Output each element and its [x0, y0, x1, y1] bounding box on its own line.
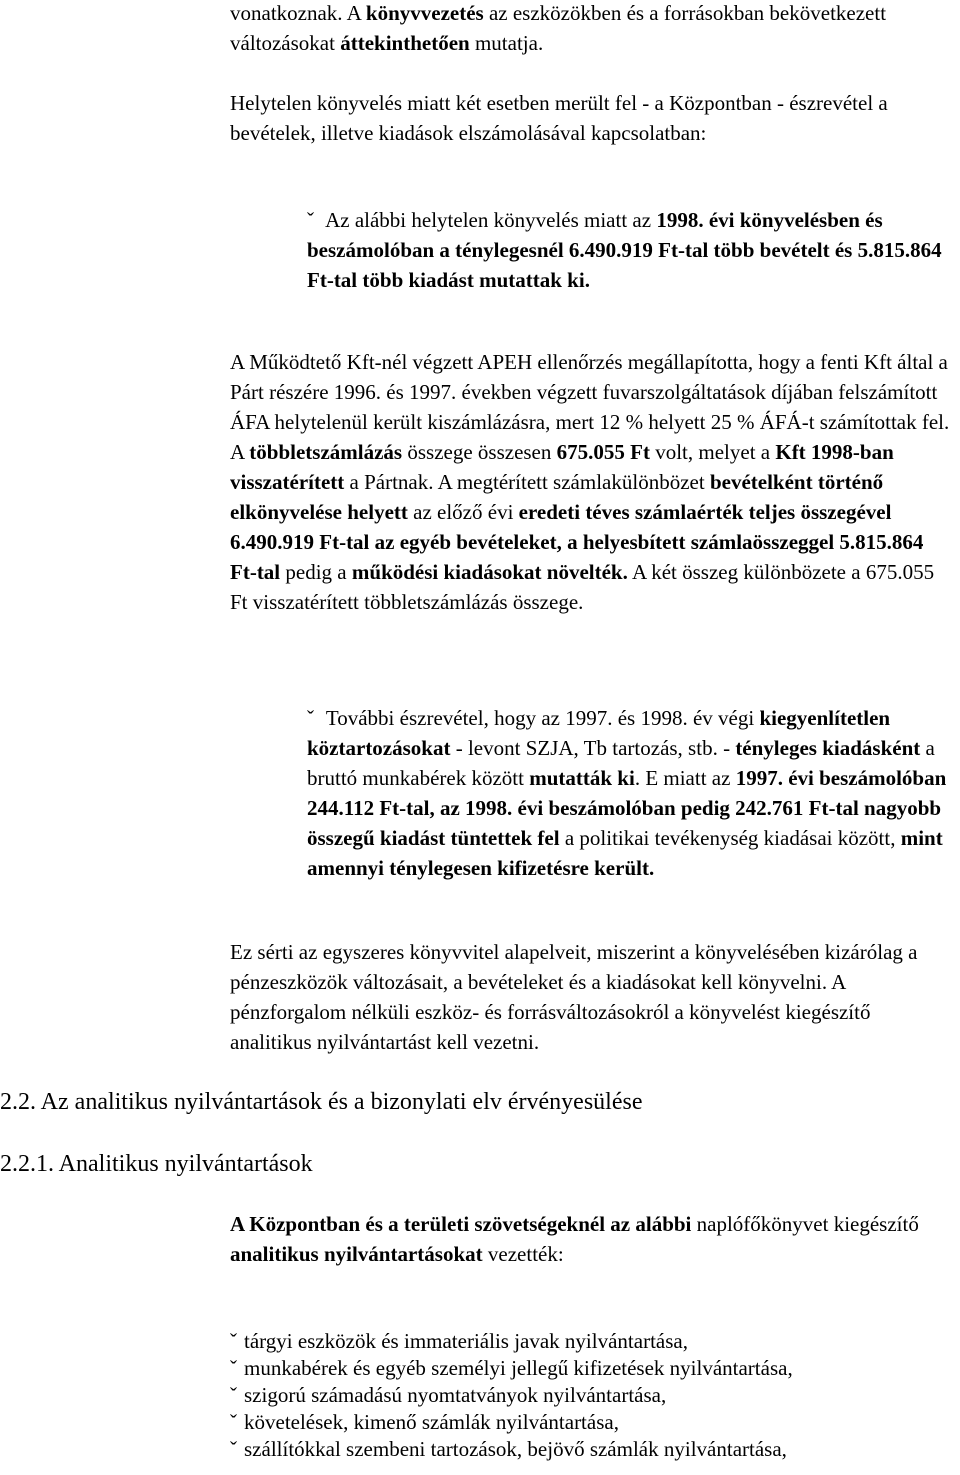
bullet-mark: ˇ [230, 1383, 237, 1407]
list-item: ˇ szigorú számadású nyomtatványok nyilvántartása, [230, 1383, 667, 1407]
bullet-item: ˇ Az alábbi helytelen könyvelés miatt az 1998. évi könyvelésben és beszámolóban a ténylegesnél 6.490.919 Ft-tal több bevételt és 5.815.864 Ft-tal több kiadást mutattak ki. [307, 205, 947, 295]
bullet-mark: ˇ [230, 1329, 237, 1353]
intro-paragraph: vonatkoznak. A könyvvezetés az eszközökben és a forrásokban bekövetkezett változásokat áttekinthetően mutatja. [230, 1, 887, 55]
bullet-item: ˇ További észrevétel, hogy az 1997. és 1998. év végi kiegyenlítetlen köztartozásokat - levont SZJA, Tb tartozás, stb. - tényleges kiadásként a bruttó munkabérek között mutatták ki. E miatt az 1997. évi beszámolóban 244.112 Ft-tal, az 1998. évi beszámolóban pedig 242.761 Ft-tal nagyobb összegű kiadást tüntettek fel a politikai tevékenység kiadásai között, mint amennyi ténylegesen kifizetésre került. [307, 703, 947, 883]
bullet-mark: ˇ [230, 1410, 237, 1434]
list-item: ˇ munkabérek és egyéb személyi jellegű kifizetések nyilvántartása, [230, 1356, 793, 1380]
list-item: ˇ szállítókkal szembeni tartozások, bejövő számlák nyilvántartása, [230, 1437, 787, 1461]
section-heading: 2.2. Az analitikus nyilvántartások és a bizonylati elv érvényesülése [0, 1089, 643, 1115]
bullet-mark: ˇ [307, 706, 314, 730]
list-item: ˇ tárgyi eszközök és immateriális javak nyilvántartása, [230, 1329, 688, 1353]
bullet-mark: ˇ [230, 1356, 237, 1380]
list-item: ˇ követelések, kimenő számlák nyilvántartása, [230, 1410, 619, 1434]
bullet-mark: ˇ [230, 1437, 237, 1461]
records-list [230, 1328, 950, 1463]
finding-paragraph: Helytelen könyvelés miatt két esetben merült fel - a Központban - észrevétel a bevételek, illetve kiadások elszámolásával kapcsolatban: [230, 91, 888, 145]
subsection-heading: 2.2.1. Analitikus nyilvántartások [0, 1151, 313, 1177]
records-intro-paragraph: A Központban és a területi szövetségeknél az alábbi naplófőkönyvet kiegészítő analitikus nyilvántartásokat vezették: [230, 1212, 919, 1266]
apeh-paragraph: A Működtető Kft-nél végzett APEH ellenőrzés megállapította, hogy a fenti Kft által a Párt részére 1996. és 1997. években végzett fuvarszolgáltatások díjában felszámított ÁFA helytelenül került kiszámlázásra, mert 12 % helyett 25 % ÁFÁ-t számítottak fel. A többletszámlázás összege összesen 675.055 Ft volt, melyet a Kft 1998-ban visszatérített a Pártnak. A megtérített számlakülönbözet bevételként történő elkönyvelése helyett az előző évi eredeti téves számlaérték teljes összegével 6.490.919 Ft-tal az egyéb bevételeket, a helyesbített számlaösszeggel 5.815.864 Ft-tal pedig a működési kiadásokat növelték. A két összeg különbözete a 675.055 Ft visszatérített többletszámlázás összege. [230, 350, 950, 614]
accounting-principles-paragraph: Ez sérti az egyszeres könyvvitel alapelveit, miszerint a könyvelésében kizárólag a pénzeszközök változásait, a bevételeket és a kiadásokat kell könyvelni. A pénzforgalom nélküli eszköz- és forrásváltozásokról a könyvelést kiegészítő analitikus nyilvántartást kell vezetni. [230, 940, 918, 1054]
bullet-mark: ˇ [307, 208, 314, 232]
